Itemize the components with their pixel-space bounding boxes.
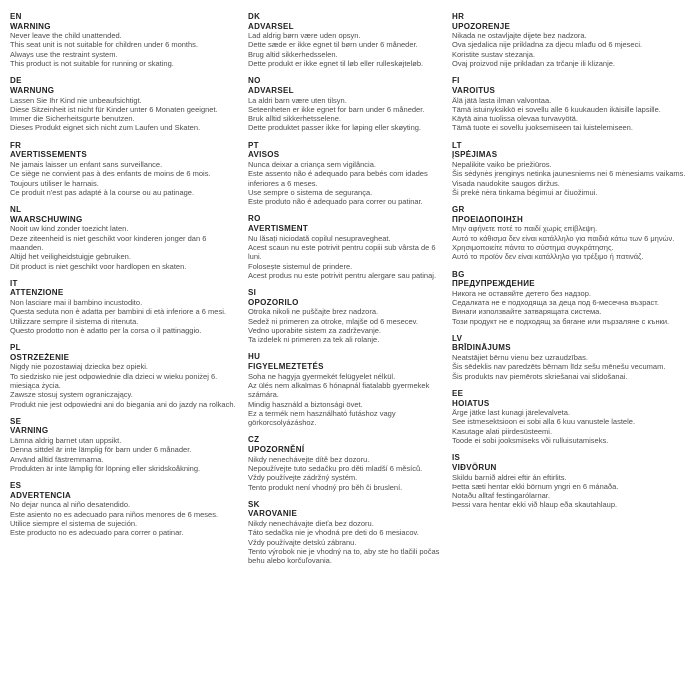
- language-code: DK: [248, 12, 261, 21]
- warning-text-line: Mindig használd a biztonsági övet.: [248, 399, 363, 409]
- language-code: FI: [452, 76, 460, 86]
- warning-block-hr: [452, 12, 692, 68]
- warning-text-line: Tämä tuote ei sovellu juoksemiseen tai luistelemiseen.: [452, 123, 633, 133]
- language-code: SK: [248, 499, 260, 509]
- warning-text-line: Ova sjedalica nije prikladna za djecu mlađu od 6 mjeseci.: [452, 40, 643, 50]
- warning-block-lv: [452, 334, 692, 381]
- warning-text-line: Ši prekė nėra tinkama bėgimui ar čiuožimui.: [452, 187, 598, 197]
- warning-heading: VAROVANIE: [248, 509, 298, 519]
- language-code: IS: [452, 453, 461, 463]
- warning-block-en: [10, 12, 238, 68]
- warning-text-line: Ta izdelek ni primeren za tek ali rolanje.: [248, 335, 380, 345]
- language-code: EN: [10, 12, 22, 21]
- warning-text-line: Seteenheten er ikke egnet for barn under 6 måneder.: [248, 104, 425, 114]
- warning-heading: WARNUNG: [10, 85, 55, 95]
- warning-block-bg: [452, 270, 692, 326]
- warning-text-line: Sedež ni primeren za otroke, mlajše od 6 mesecev.: [248, 316, 418, 326]
- warning-text-line: Notaðu alltaf festingarólarnar.: [452, 491, 550, 501]
- warning-heading: ПРЕДУПРЕЖДЕНИЕ: [452, 279, 535, 289]
- warning-block-dk: [248, 12, 444, 68]
- language-code: CZ: [248, 435, 260, 445]
- warning-text-line: Always use the restraint system.: [10, 49, 118, 59]
- warning-block-gr: [452, 205, 692, 261]
- warning-text-line: Šis produkts nav piemērots skriešanai vai slidošanai.: [452, 371, 628, 381]
- language-code: HR: [452, 12, 465, 21]
- warning-text-line: Zawsze stosuj system ograniczający.: [10, 390, 133, 400]
- warning-text-line: Kasutage alati piirdesüsteemi.: [452, 426, 553, 436]
- warning-heading: OPOZORILO: [248, 297, 299, 307]
- language-code: HU: [248, 352, 261, 362]
- warning-heading: ΠΡΟΕΙΔΟΠΟΙΗΣΗ: [452, 214, 524, 224]
- warning-block-hu: [248, 352, 444, 427]
- language-code: NO: [248, 76, 261, 86]
- warning-heading: VAROITUS: [452, 85, 496, 95]
- language-code: SI: [248, 288, 257, 298]
- warning-heading: HOIATUS: [452, 398, 490, 408]
- warning-text-line: Never leave the child unattended.: [10, 31, 122, 41]
- warning-heading: AVERTISSEMENTS: [10, 150, 87, 160]
- warning-text-line: Nooit uw kind zonder toezicht laten.: [10, 224, 129, 234]
- warning-text-line: Vždy používajte detskú zábranu.: [248, 537, 357, 547]
- warning-text-line: Nikdy nenechávajte dieťa bez dozoru.: [248, 519, 374, 528]
- warning-heading: AVISOS: [248, 150, 280, 160]
- warning-heading: VIÐVÖRUN: [452, 462, 497, 472]
- warning-text-line: This product is not suitable for running or skating.: [10, 59, 174, 69]
- warning-text-line: Produkt nie jest odpowiedni ani do biegania ani do jazdy na rolkach.: [10, 399, 236, 409]
- language-code: GR: [452, 205, 465, 215]
- warning-text-line: Vedno uporabite sistem za zadrževanje.: [248, 325, 381, 335]
- warning-block-is: [452, 453, 692, 509]
- warning-heading: ADVARSEL: [248, 21, 294, 31]
- warning-text-line: Dit product is niet geschikt voor hardlopen en skaten.: [10, 261, 187, 271]
- warning-text-line: Questo prodotto non è adatto per la corsa o il pattinaggio.: [10, 325, 202, 335]
- warning-text-line: Diese Sitzeinheit ist nicht für Kinder unter 6 Monaten geeignet.: [10, 104, 218, 114]
- warning-heading: BRĪDINĀJUMS: [452, 343, 511, 353]
- warning-heading: ADVERTENCIA: [10, 490, 72, 500]
- warnings-column-left: [10, 12, 238, 546]
- warning-text-line: Tento produkt není vhodný pro běh či bruslení.: [248, 482, 403, 492]
- language-code: SE: [10, 416, 22, 426]
- warning-text-line: Μην αφήνετε ποτέ το παιδί χωρίς επίβλεψη.: [452, 224, 598, 234]
- warning-block-si: [248, 288, 444, 344]
- language-code: IT: [10, 278, 18, 288]
- warning-text-line: Dieses Produkt eignet sich nicht zum Laufen und Skaten.: [10, 123, 201, 133]
- warning-text-line: Nu lăsați niciodată copilul nesupravegheat.: [248, 233, 391, 243]
- warning-heading: UPOZORNĚNÍ: [248, 445, 305, 455]
- warning-text-line: Visada naudokite saugos diržus.: [452, 178, 560, 188]
- warning-text-line: Tämä istuinyksikkö ei sovellu alle 6 kuukauden ikäisille lapsille.: [452, 104, 661, 114]
- warning-text-line: See istmesektsioon ei sobi alla 6 kuu vanustele lastele.: [452, 417, 636, 427]
- warning-text-line: Vždy používejte zádržný systém.: [248, 473, 358, 483]
- warning-heading: OSTRZEŻENIE: [10, 352, 70, 362]
- warning-text-line: Folosește sistemul de prindere.: [248, 261, 353, 271]
- warning-text-line: Acest produs nu este potrivit pentru alergare sau patinaj.: [248, 270, 437, 280]
- warning-text-line: Táto sedačka nie je vhodná pre deti do 6 mesiacov.: [248, 528, 419, 538]
- warning-text-line: Ez a termék nem használható futáshoz vagy görkorcsolyázáshoz.: [248, 408, 396, 428]
- warning-text-line: Винаги използвайте затварящата система.: [452, 307, 602, 317]
- warning-heading: ATTENZIONE: [10, 288, 64, 298]
- language-code: FR: [10, 140, 22, 150]
- warning-text-line: Use sempre o sistema de segurança.: [248, 187, 373, 197]
- warnings-column-right: [452, 12, 692, 518]
- warning-text-line: Lad aldrig børn være uden opsyn.: [248, 31, 361, 41]
- language-code: RO: [248, 214, 261, 224]
- warning-text-line: Þetta sæti hentar ekki börnum yngri en 6 mánaða.: [452, 481, 619, 491]
- language-code: EE: [452, 388, 464, 398]
- warning-text-line: Utilice siempre el sistema de sujeción.: [10, 519, 138, 528]
- warning-heading: ĮSPĖJIMAS: [452, 150, 498, 160]
- warning-text-line: Produkten är inte lämplig för löpning eller skridskoåkning.: [10, 463, 201, 473]
- warning-text-line: Lämna aldrig barnet utan uppsikt.: [10, 436, 122, 446]
- warning-text-line: Lassen Sie Ihr Kind nie unbeaufsichtigt.: [10, 95, 142, 105]
- warning-text-line: Deze ziteenheid is niet geschikt voor kinderen jonger dan 6 maanden.: [10, 233, 207, 252]
- warning-block-ee: [452, 389, 692, 445]
- warning-heading: WAARSCHUWING: [10, 214, 83, 224]
- warning-text-line: La aldri barn være uten tilsyn.: [248, 95, 347, 105]
- warning-block-fr: [10, 141, 238, 197]
- warning-text-line: Nigdy nie pozostawiaj dziecka bez opieki.: [10, 362, 148, 372]
- warning-block-de: [10, 76, 238, 132]
- warning-text-line: Toode ei sobi jooksmiseks või rulluisutamiseks.: [452, 436, 609, 446]
- warning-text-line: Otroka nikoli ne puščajte brez nadzora.: [248, 307, 379, 317]
- warning-text-line: Non lasciare mai il bambino incustodito.: [10, 297, 143, 307]
- warning-text-line: Ärge jätke last kunagi järelevalveta.: [452, 408, 570, 418]
- language-code: BG: [452, 269, 465, 279]
- warning-text-line: Седалката не е подходяща за деца под 6-месечна възраст.: [452, 297, 659, 307]
- language-code: NL: [10, 205, 22, 215]
- warning-text-line: Þessi vara hentar ekki við hlaup eða skautahlaup.: [452, 500, 618, 510]
- warning-block-sk: [248, 500, 444, 566]
- warning-text-line: Az ülés nem alkalmas 6 hónapnál fiatalabb gyermekek számára.: [248, 380, 430, 400]
- warning-block-pt: [248, 141, 444, 207]
- warning-block-it: [10, 279, 238, 335]
- warning-text-line: This seat unit is not suitable for children under 6 months.: [10, 40, 199, 50]
- warning-text-line: Šis sėdynės įrenginys netinka jaunesniems nei 6 mėnesiams vaikams.: [452, 169, 686, 179]
- warning-block-es: [10, 481, 238, 537]
- warning-text-line: Ovaj proizvod nije prikladan za trčanje ili klizanje.: [452, 59, 615, 69]
- warning-text-line: Bruk alltid sikkerhetsselene.: [248, 114, 341, 124]
- warning-text-line: Tento výrobok nie je vhodný na to, aby ste ho tlačili počas behu alebo korčuľovania.: [248, 546, 440, 566]
- warning-text-line: Este producto no es adecuado para correr o patinar.: [10, 528, 184, 538]
- warning-heading: VARNING: [10, 426, 49, 436]
- warning-text-line: Använd alltid fästremmarna.: [10, 454, 104, 464]
- warning-text-line: Dette sæde er ikke egnet til børn under 6 måneder.: [248, 40, 418, 50]
- warning-block-ro: [248, 214, 444, 280]
- warning-text-line: Acest scaun nu este potrivit pentru copiii sub vârsta de 6 luni.: [248, 242, 436, 262]
- warning-text-line: Käytä aina tuolissa olevaa turvavyötä.: [452, 114, 578, 124]
- warning-text-line: Nepalikite vaiko be priežiūros.: [452, 159, 552, 169]
- warning-block-nl: [10, 205, 238, 271]
- warning-text-line: Šis sēdeklis nav paredzēts bērnam līdz sešu mēnešu vecumam.: [452, 362, 666, 372]
- warning-text-line: Questa seduta non è adatta per bambini di età inferiore a 6 mesi.: [10, 307, 226, 317]
- warning-block-se: [10, 417, 238, 473]
- language-code: PT: [248, 140, 259, 150]
- warning-text-line: Skildu barnið aldrei eftir án eftirlits.: [452, 472, 567, 482]
- warning-text-line: Utilizzare sempre il sistema di ritenuta.: [10, 316, 139, 326]
- warning-heading: WARNING: [10, 21, 51, 31]
- warning-text-line: Dette produkt er ikke egnet til løb eller rulleskøjteløb.: [248, 59, 424, 69]
- warning-heading: FIGYELMEZTETÉS: [248, 362, 324, 372]
- warning-text-line: To siedzisko nie jest odpowiednie dla dzieci w wieku poniżej 6. miesiąca życia.: [10, 371, 218, 390]
- warning-heading: UPOZORENJE: [452, 21, 511, 31]
- warning-text-line: Ce produit n'est pas adapté à la course ou au patinage.: [10, 187, 195, 197]
- warning-text-line: Älä jätä lasta ilman valvontaa.: [452, 95, 552, 105]
- language-code: LT: [452, 140, 462, 150]
- warning-text-line: Este assento não é adequado para bebés com idades inferiores a 6 meses.: [248, 169, 428, 188]
- warning-text-line: Αυτό το προϊόν δεν είναι κατάλληλο για τρέξιμο ή πατινάζ.: [452, 252, 644, 262]
- warning-block-pl: [10, 343, 238, 409]
- warning-text-line: Nikdy nenechávejte dítě bez dozoru.: [248, 454, 370, 464]
- warning-text-line: Αυτό το κάθισμα δεν είναι κατάλληλο για παιδιά κάτω των 6 μηνών.: [452, 233, 675, 243]
- warning-block-no: [248, 76, 444, 132]
- language-code: PL: [10, 343, 21, 353]
- warning-text-line: Soha ne hagyja gyermekét felügyelet nélkül.: [248, 371, 396, 381]
- warning-text-line: Este produto não é adequado para correr ou patinar.: [248, 197, 423, 207]
- warning-text-line: No dejar nunca al niño desatendido.: [10, 500, 131, 510]
- warning-heading: ADVARSEL: [248, 85, 294, 95]
- warning-text-line: Ne jamais laisser un enfant sans surveillance.: [10, 159, 163, 169]
- warning-block-fi: [452, 76, 692, 132]
- warning-block-cz: [248, 435, 444, 491]
- warning-heading: AVERTISMENT: [248, 224, 309, 234]
- warning-text-line: Ce siège ne convient pas à des enfants de moins de 6 mois.: [10, 169, 211, 179]
- warning-text-line: Koristite sustav stezanja.: [452, 49, 535, 59]
- warning-text-line: Χρησιμοποιείτε πάντα το σύστημα συγκράτησης.: [452, 242, 614, 252]
- warning-text-line: Este asiento no es adecuado para niños menores de 6 meses.: [10, 509, 219, 519]
- warning-text-line: Altijd het veiligheidstuigje gebruiken.: [10, 252, 131, 262]
- warning-text-line: Denna sittdel är inte lämplig för barn under 6 månader.: [10, 445, 192, 455]
- warning-text-line: Neatstājiet bērnu vienu bez uzraudzības.: [452, 353, 588, 363]
- warning-block-lt: [452, 141, 692, 197]
- language-code: LV: [452, 333, 463, 343]
- warning-text-line: Immer die Sicherheitsgurte benutzen.: [10, 114, 135, 124]
- warning-text-line: Brug altid sikkerhedsselen.: [248, 49, 338, 59]
- warning-text-line: Nikada ne ostavljajte dijete bez nadzora.: [452, 31, 587, 41]
- warning-text-line: Nepoužívejte tuto sedačku pro děti mladší 6 měsíců.: [248, 463, 423, 473]
- warning-text-line: Този продукт не е подходящ за бягане или пързаляне с кънки.: [452, 316, 670, 326]
- language-code: DE: [10, 76, 22, 86]
- warning-text-line: Toujours utiliser le harnais.: [10, 178, 99, 188]
- warning-text-line: Nunca deixar a criança sem vigilância.: [248, 159, 376, 169]
- language-code: ES: [10, 481, 22, 491]
- warning-text-line: Dette produktet passer ikke for løping eller skøyting.: [248, 123, 421, 133]
- warning-text-line: Никога не оставяйте детето без надзор.: [452, 288, 591, 298]
- warnings-column-middle: [248, 12, 444, 573]
